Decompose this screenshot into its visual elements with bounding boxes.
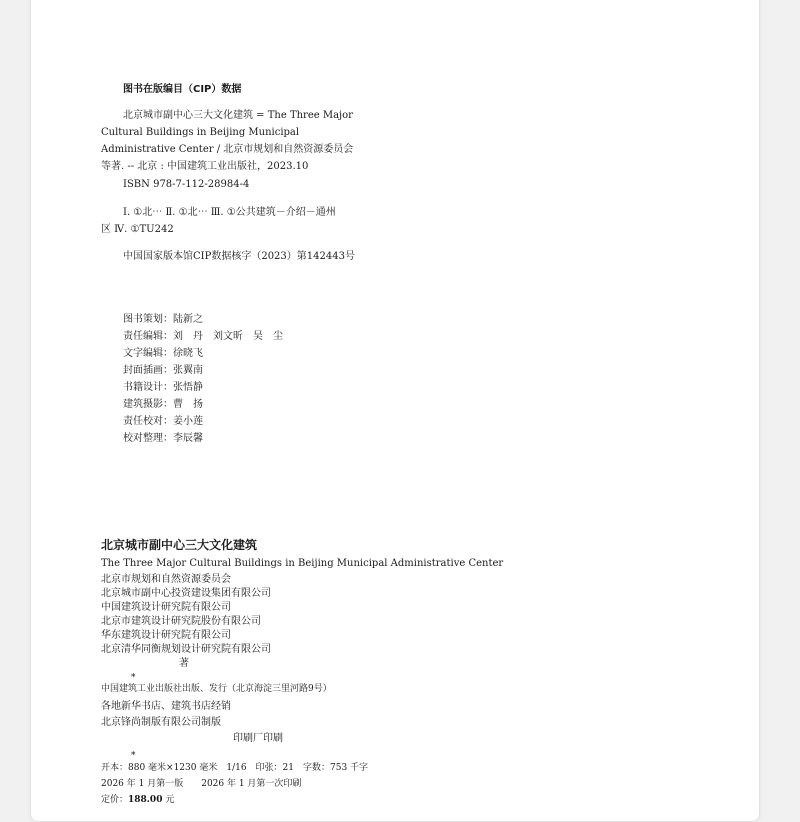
author-line: 北京清华同衡规划设计研究院有限公司	[101, 644, 271, 655]
cip-line-3: Administrative Center / 北京市规划和自然资源委员会	[101, 144, 354, 155]
cip-classification-2: 区 Ⅳ. ①TU242	[101, 224, 174, 235]
separator-star: *	[131, 751, 136, 761]
author-line: 北京城市副中心投资建设集团有限公司	[101, 588, 271, 599]
cip-line-2: Cultural Buildings in Beijing Municipal	[101, 127, 300, 138]
staff-line: 校对整理：李辰馨	[123, 433, 203, 444]
edition-line: 2026 年 1 月第一版 2026 年 1 月第一次印刷	[101, 779, 302, 789]
staff-line: 建筑摄影：曹 扬	[123, 399, 203, 410]
cip-isbn: ISBN 978-7-112-28984-4	[123, 179, 250, 190]
format-line: 开本：880 毫米×1230 毫米 1/16 印张：21 字数：753 千字	[101, 763, 369, 773]
distributor-line: 各地新华书店、建筑书店经销	[101, 701, 231, 712]
price-label: 定价：	[101, 795, 129, 805]
cip-classification-1: Ⅰ. ①北⋯ Ⅱ. ①北⋯ Ⅲ. ①公共建筑－介绍－通州	[123, 207, 336, 218]
price-unit: 元	[165, 795, 175, 805]
author-line: 北京市规划和自然资源委员会	[101, 574, 231, 585]
price-value: 188.00	[128, 795, 163, 805]
book-title-cn: 北京城市副中心三大文化建筑	[101, 538, 258, 552]
cip-line-4: 等著. -- 北京 : 中国建筑工业出版社，2023.10	[101, 161, 309, 172]
book-title-en: The Three Major Cultural Buildings in Beijing Municipal Administrative Center	[101, 558, 504, 569]
staff-line: 责任校对：姜小莲	[123, 416, 203, 427]
staff-line: 图书策划：陆新之	[123, 314, 203, 325]
publisher-line: 中国建筑工业出版社出版、发行（北京海淀三里河路9号）	[101, 684, 332, 694]
staff-line: 封面插画：张翼南	[123, 365, 203, 376]
price-line	[101, 794, 174, 807]
cip-heading: 图书在版编目（CIP）数据	[123, 84, 242, 95]
staff-line: 文字编辑：徐晓飞	[123, 348, 203, 359]
plate-making-line: 北京锋尚制版有限公司制版	[101, 717, 221, 728]
separator-star: *	[131, 673, 136, 683]
author-line: 中国建筑设计研究院有限公司	[101, 602, 231, 613]
cip-library-number: 中国国家版本馆CIP数据核字（2023）第142443号	[123, 251, 355, 262]
author-suffix: 著	[179, 658, 189, 669]
cip-line-1: 北京城市副中心三大文化建筑 = The Three Major	[123, 110, 353, 121]
staff-line: 书籍设计：张悟静	[123, 382, 203, 393]
staff-line: 责任编辑：刘 丹 刘文昕 吴 尘	[123, 331, 283, 342]
document-page	[30, 0, 760, 822]
author-line: 华东建筑设计研究院有限公司	[101, 630, 231, 641]
author-line: 北京市建筑设计研究院股份有限公司	[101, 616, 261, 627]
printer-line: 印刷厂印刷	[233, 733, 283, 744]
